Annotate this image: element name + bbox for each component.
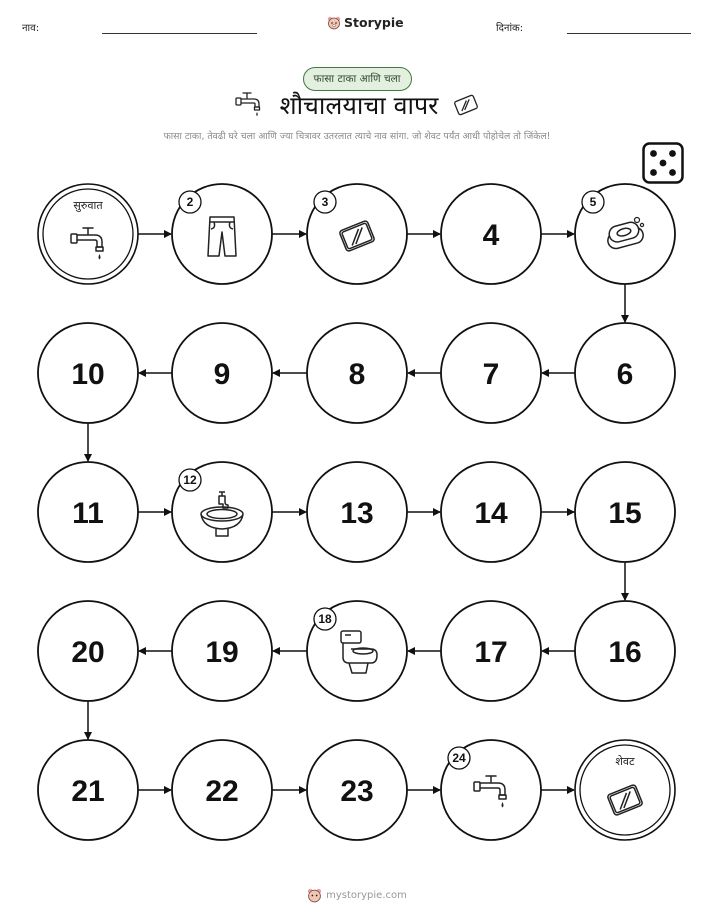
board-cell-6 (575, 323, 675, 423)
space-number: 23 (340, 775, 374, 808)
space-number: 11 (72, 497, 104, 530)
start-label: सुरुवात (73, 199, 103, 212)
space-number: 20 (71, 636, 105, 669)
board-cell-20 (38, 601, 138, 701)
space-number: 6 (616, 358, 634, 391)
space-number: 5 (589, 195, 597, 210)
board-cell-5 (575, 184, 675, 284)
end-label: शेवट (615, 755, 635, 768)
space-number: 7 (482, 358, 500, 391)
space-number: 9 (213, 358, 231, 391)
space-number: 3 (321, 195, 329, 210)
page-title: शौचालयाचा वापर (279, 91, 439, 120)
board-cell-1 (38, 184, 138, 284)
space-number: 8 (348, 358, 366, 391)
board-cell-24 (441, 740, 541, 840)
board-cell-18 (307, 601, 407, 701)
space-number: 16 (608, 636, 642, 669)
instructions: फासा टाका, तेवढी घरे चला आणि ज्या चित्रावर उतरलात त्याचे नाव सांगा. जो शेवट पर्यंत आधी पोहोचेल तो जिंकेल! (163, 131, 551, 142)
board-cell-4 (441, 184, 541, 284)
space-number: 4 (482, 219, 500, 252)
board-cell-21 (38, 740, 138, 840)
board-cell-22 (172, 740, 272, 840)
brand-name: Storypie (344, 15, 404, 30)
board-cell-19 (172, 601, 272, 701)
space-number: 18 (318, 612, 332, 627)
space-number: 19 (205, 636, 239, 669)
space-number: 15 (608, 497, 642, 530)
board-cell-7 (441, 323, 541, 423)
space-number: 22 (205, 775, 239, 808)
bear-logo-icon (307, 888, 322, 903)
board-cell-13 (307, 462, 407, 562)
board-cell-16 (575, 601, 675, 701)
board-cell-23 (307, 740, 407, 840)
space-number: 14 (474, 497, 508, 530)
board-cell-3 (307, 184, 407, 284)
footer (307, 888, 407, 903)
space-number: 12 (183, 473, 197, 488)
space-number: 13 (340, 497, 374, 530)
board-cell-9 (172, 323, 272, 423)
game-type-pill: फासा टाका आणि चला (303, 67, 412, 91)
space-number: 17 (474, 636, 508, 669)
board-cell-11 (38, 462, 138, 562)
board-cell-17 (441, 601, 541, 701)
space-number: 2 (186, 195, 194, 210)
board-cell-14 (441, 462, 541, 562)
board-cell-25 (575, 740, 675, 840)
date-label: दिनांक: (496, 23, 524, 34)
board-cell-8 (307, 323, 407, 423)
space-number: 21 (71, 775, 105, 808)
space-number: 24 (452, 751, 466, 766)
footer-url[interactable]: mystorypie.com (326, 890, 407, 901)
board-cell-12 (172, 462, 272, 562)
board-cell-10 (38, 323, 138, 423)
name-label: नाव: (22, 23, 40, 34)
board-cell-15 (575, 462, 675, 562)
board-cell-2 (172, 184, 272, 284)
space-number: 10 (71, 358, 105, 391)
